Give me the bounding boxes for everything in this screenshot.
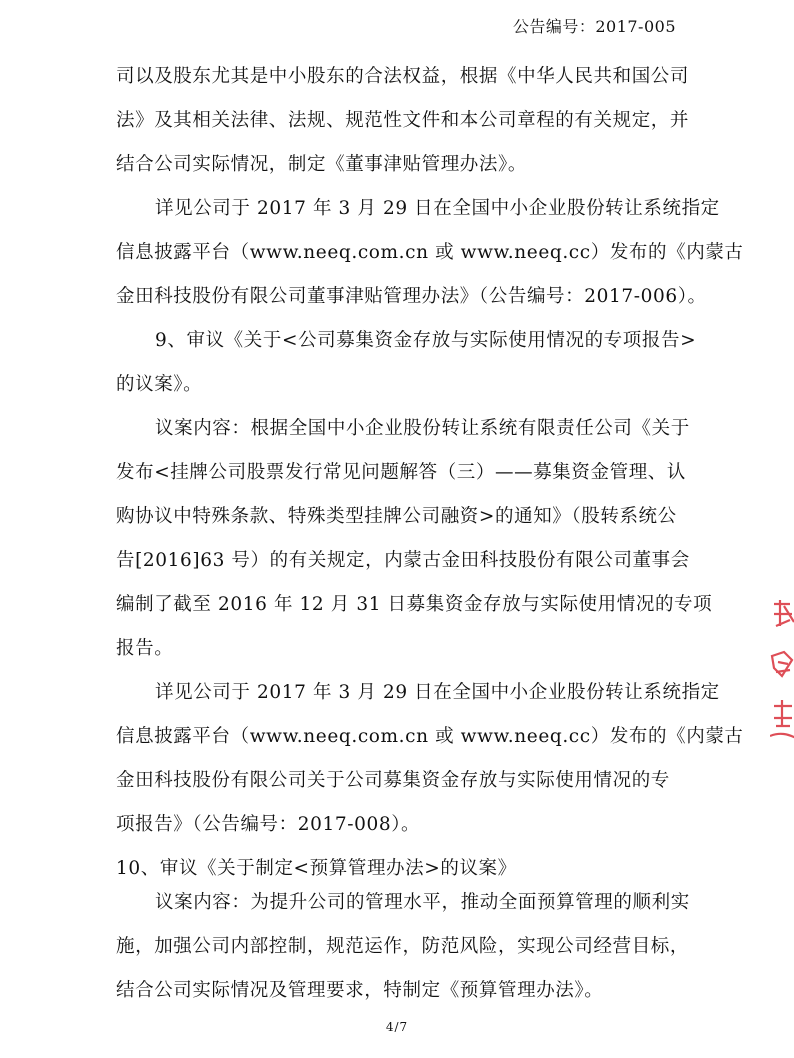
body-line: 施，加强公司内部控制，规范运作，防范风险，实现公司经营目标， — [116, 936, 690, 957]
body-line: 项报告》（公告编号：2017-008）。 — [116, 814, 421, 835]
section-heading: 10、审议《关于制定<预算管理办法>的议案》 — [116, 858, 517, 879]
body-line: 议案内容：根据全国中小企业股份转让系统有限责任公司《关于 — [155, 418, 690, 439]
company-seal-fragment — [770, 596, 794, 746]
body-line: 信息披露平台（www.neeq.com.cn 或 www.neeq.cc）发布的《内蒙古 — [116, 242, 744, 263]
body-line: 结合公司实际情况及管理要求，特制定《预算管理办法》。 — [116, 980, 604, 1001]
body-line: 详见公司于 2017 年 3 月 29 日在全国中小企业股份转让系统指定 — [155, 198, 720, 219]
body-line: 告[2016]63 号）的有关规定，内蒙古金田科技股份有限公司董事会 — [116, 550, 690, 571]
body-line: 的议案》。 — [116, 374, 203, 395]
page-number: 4/7 — [385, 1020, 409, 1034]
body-line: 信息披露平台（www.neeq.com.cn 或 www.neeq.cc）发布的《内蒙古 — [116, 726, 744, 747]
body-line: 议案内容：为提升公司的管理水平，推动全面预算管理的顺利实 — [155, 892, 690, 913]
body-line: 金田科技股份有限公司关于公司募集资金存放与实际使用情况的专 — [116, 770, 670, 791]
body-line: 购协议中特殊条款、特殊类型挂牌公司融资>的通知》（股转系统公 — [116, 506, 677, 527]
section-heading: 9、审议《关于<公司募集资金存放与实际使用情况的专项报告> — [155, 330, 697, 351]
body-line: 报告。 — [116, 638, 174, 659]
body-line: 发布<挂牌公司股票发行常见问题解答（三）——募集资金管理、认 — [116, 462, 687, 483]
body-line: 法》及其相关法律、法规、规范性文件和本公司章程的有关规定，并 — [116, 110, 690, 131]
body-line: 详见公司于 2017 年 3 月 29 日在全国中小企业股份转让系统指定 — [155, 682, 720, 703]
body-line: 结合公司实际情况，制定《董事津贴管理办法》。 — [116, 154, 527, 175]
body-line: 司以及股东尤其是中小股东的合法权益，根据《中华人民共和国公司 — [116, 66, 690, 87]
body-line: 编制了截至 2016 年 12 月 31 日募集资金存放与实际使用情况的专项 — [116, 594, 713, 615]
announcement-code: 公告编号：2017-005 — [512, 17, 676, 36]
body-line: 金田科技股份有限公司董事津贴管理办法》（公告编号：2017-006）。 — [116, 286, 707, 307]
